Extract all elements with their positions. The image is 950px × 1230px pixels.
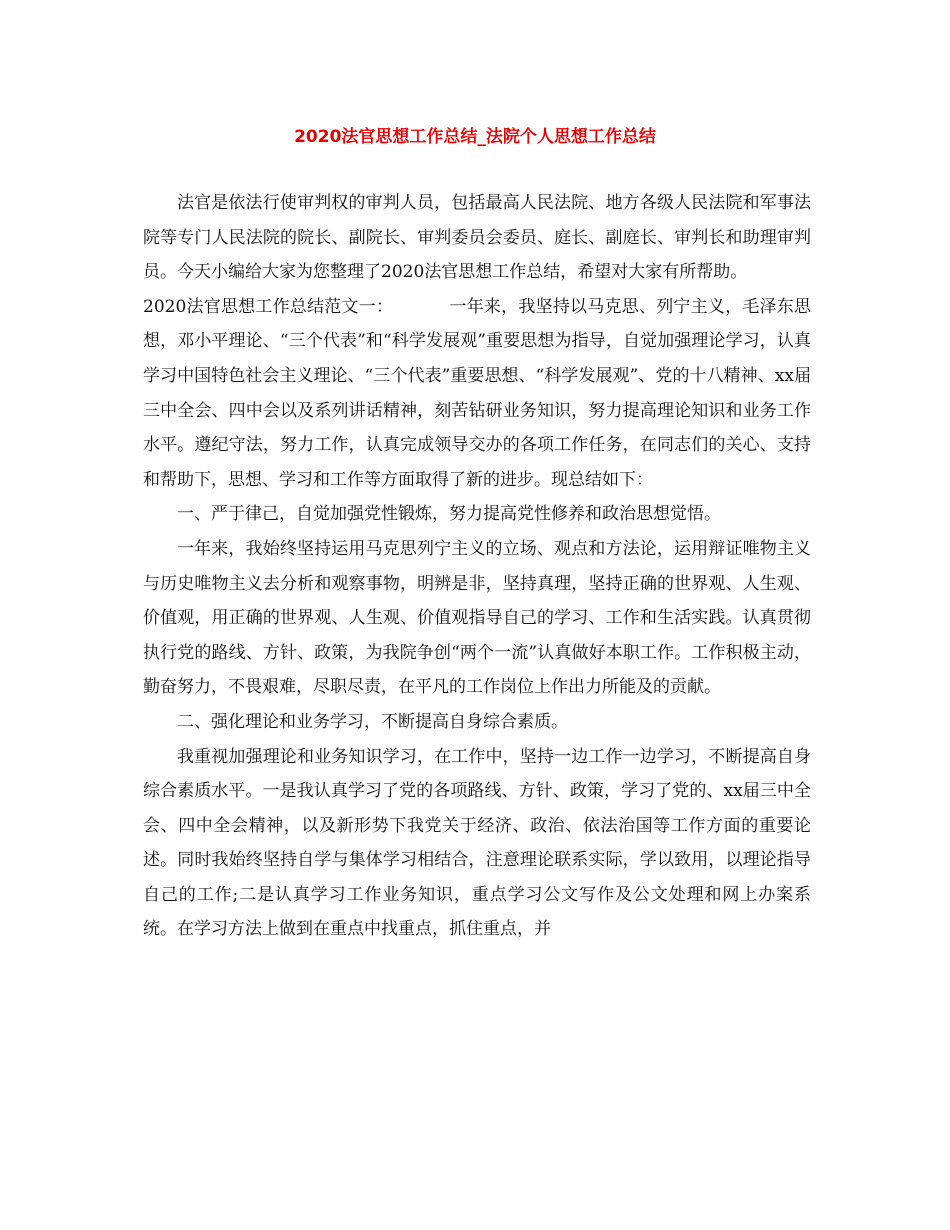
document-body <box>143 186 811 947</box>
document-title: 2020法官思想工作总结_法院个人思想工作总结 <box>294 127 656 147</box>
section1-paragraph: 一年来，我始终坚持运用马克思列宁主义的立场、观点和方法论，运用辩证唯物主义与历史唯物主义去分析和观察事物，明辨是非，坚持真理，坚持正确的世界观、人生观、价值观，用正确的世界观、人生观、价值观指导自己的学习、工作和生活实践。认真贯彻执行党的路线、方针、政策，为我院争创“两个一流”认真做好本职工作。工作积极主动，勤奋努力，不畏艰难，尽职尽责，在平凡的工作岗位上作出力所能及的贡献。 <box>143 538 811 698</box>
section2-heading: 二、强化理论和业务学习，不断提高自身综合素质。 <box>177 711 568 732</box>
sample-label: 2020法官思想工作总结范文一： <box>143 296 394 317</box>
section1-heading: 一、严于律己，自觉加强党性锻炼，努力提高党性修养和政治思想觉悟。 <box>177 504 721 525</box>
sample-paragraph <box>143 290 811 498</box>
sample-intro-text: 一年来，我坚持以马克思、列宁主义，毛泽东思想，邓小平理论、“三个代表”和“科学发展观”重要思想为指导，自觉加强理论学习，认真学习中国特色社会主义理论、“三个代表”重要思想、“科学发展观”、党的十八精神、xx届三中全会、四中会以及系列讲话精神，刻苦钻研业务知识，努力提高理论知识和业务工作水平。遵纪守法，努力工作，认真完成领导交办的各项工作任务，在同志们的关心、支持和帮助下，思想、学习和工作等方面取得了新的进步。现总结如下： <box>143 296 812 490</box>
section2-paragraph: 我重视加强理论和业务知识学习，在工作中，坚持一边工作一边学习，不断提高自身综合素质水平。一是我认真学习了党的各项路线、方针、政策，学习了党的、xx届三中全会、四中全会精神，以及新形势下我党关于经济、政治、依法治国等工作方面的重要论述。同时我始终坚持自学与集体学习相结合，注意理论联系实际，学以致用，以理论指导自己的工作;二是认真学习工作业务知识，重点学习公文写作及公文处理和网上办案系统。在学习方法上做到在重点中找重点，抓住重点，并 <box>143 746 811 940</box>
intro-paragraph: 法官是依法行使审判权的审判人员，包括最高人民法院、地方各级人民法院和军事法院等专门人民法院的院长、副院长、审判委员会委员、庭长、副庭长、审判长和助理审判员。今天小编给大家为您整理了2020法官思想工作总结，希望对大家有所帮助。 <box>143 193 811 283</box>
